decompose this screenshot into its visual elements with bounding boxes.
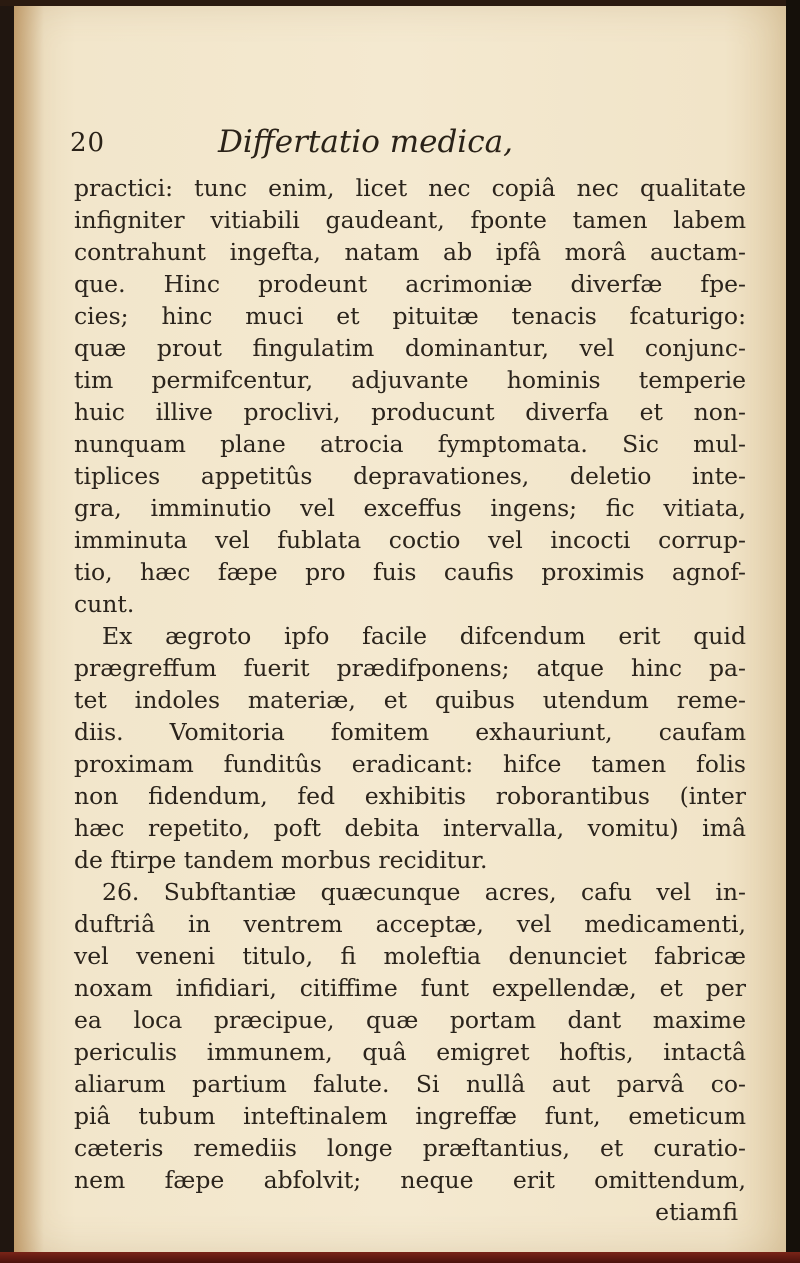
text-line: nem fæpe abfolvit; neque erit omittendum, (74, 1166, 746, 1194)
text-line: que. Hinc prodeunt acrimoniæ diverfæ fpe- (74, 270, 746, 298)
text-line: contrahunt ingefta, natam ab ipfâ morâ auctam- (74, 238, 746, 266)
text-line: cæteris remediis longe præftantius, et curatio- (74, 1134, 746, 1162)
text-line: tet indoles materiæ, et quibus utendum reme- (74, 686, 746, 714)
text-line: tio, hæc fæpe pro fuis caufis proximis agnof- (74, 558, 746, 586)
page-header (70, 124, 750, 164)
text-line: tim permifcentur, adjuvante hominis temperie (74, 366, 746, 394)
bottom-binding-edge (0, 1252, 800, 1263)
section-26-start-line: 26. Subftantiæ quæcunque acres, cafu vel in- (102, 878, 746, 906)
text-line: huic illive proclivi, producunt diverfa et non- (74, 398, 746, 426)
text-line: non fidendum, fed exhibitis roborantibus (inter (74, 782, 746, 810)
text-line: nunquam plane atrocia fymptomata. Sic mul- (74, 430, 746, 458)
text-line: vel veneni titulo, fi moleftia denunciet fabricæ (74, 942, 746, 970)
text-line: hæc repetito, poft debita intervalla, vomitu) imâ (74, 814, 746, 842)
text-line: quæ prout fingulatim dominantur, vel conjunc- (74, 334, 746, 362)
text-line: duftriâ in ventrem acceptæ, vel medicamenti, (74, 910, 746, 938)
text-line: noxam infidiari, citiffime funt expellendæ, et per (74, 974, 746, 1002)
page-gutter-shadow (14, 0, 44, 1258)
text-line: practici: tunc enim, licet nec copiâ nec qualitate (74, 174, 746, 202)
text-line: prægreffum fuerit prædifponens; atque hinc pa- (74, 654, 746, 682)
text-line: periculis immunem, quâ emigret hoftis, intactâ (74, 1038, 746, 1066)
running-title: Differtatio medica, (218, 124, 513, 160)
text-line: cunt. (74, 590, 135, 618)
text-line: de ftirpe tandem morbus reciditur. (74, 846, 488, 874)
text-line: piâ tubum inteftinalem ingreffæ funt, emeticum (74, 1102, 746, 1130)
text-line: diis. Vomitoria fomitem exhauriunt, caufam (74, 718, 746, 746)
text-line: tiplices appetitûs depravationes, deletio inte- (74, 462, 746, 490)
text-line: proximam funditûs eradicant: hifce tamen folis (74, 750, 746, 778)
text-line: aliarum partium falute. Si nullâ aut parvâ co- (74, 1070, 746, 1098)
text-line: cies; hinc muci et pituitæ tenacis fcaturigo: (74, 302, 746, 330)
text-line: infigniter vitiabili gaudeant, fponte tamen labem (74, 206, 746, 234)
text-line: ea loca præcipue, quæ portam dant maxime (74, 1006, 746, 1034)
text-line: gra, imminutio vel exceffus ingens; fic vitiata, (74, 494, 746, 522)
body-text (74, 172, 746, 1228)
right-edge (786, 0, 800, 1263)
page-number: 20 (70, 128, 106, 158)
text-line: imminuta vel fublata coctio vel incocti corrup- (74, 526, 746, 554)
paragraph-start-line: Ex ægroto ipfo facile difcendum erit quid (102, 622, 746, 650)
catchword: etiamfi (655, 1198, 738, 1226)
top-edge (0, 0, 800, 6)
